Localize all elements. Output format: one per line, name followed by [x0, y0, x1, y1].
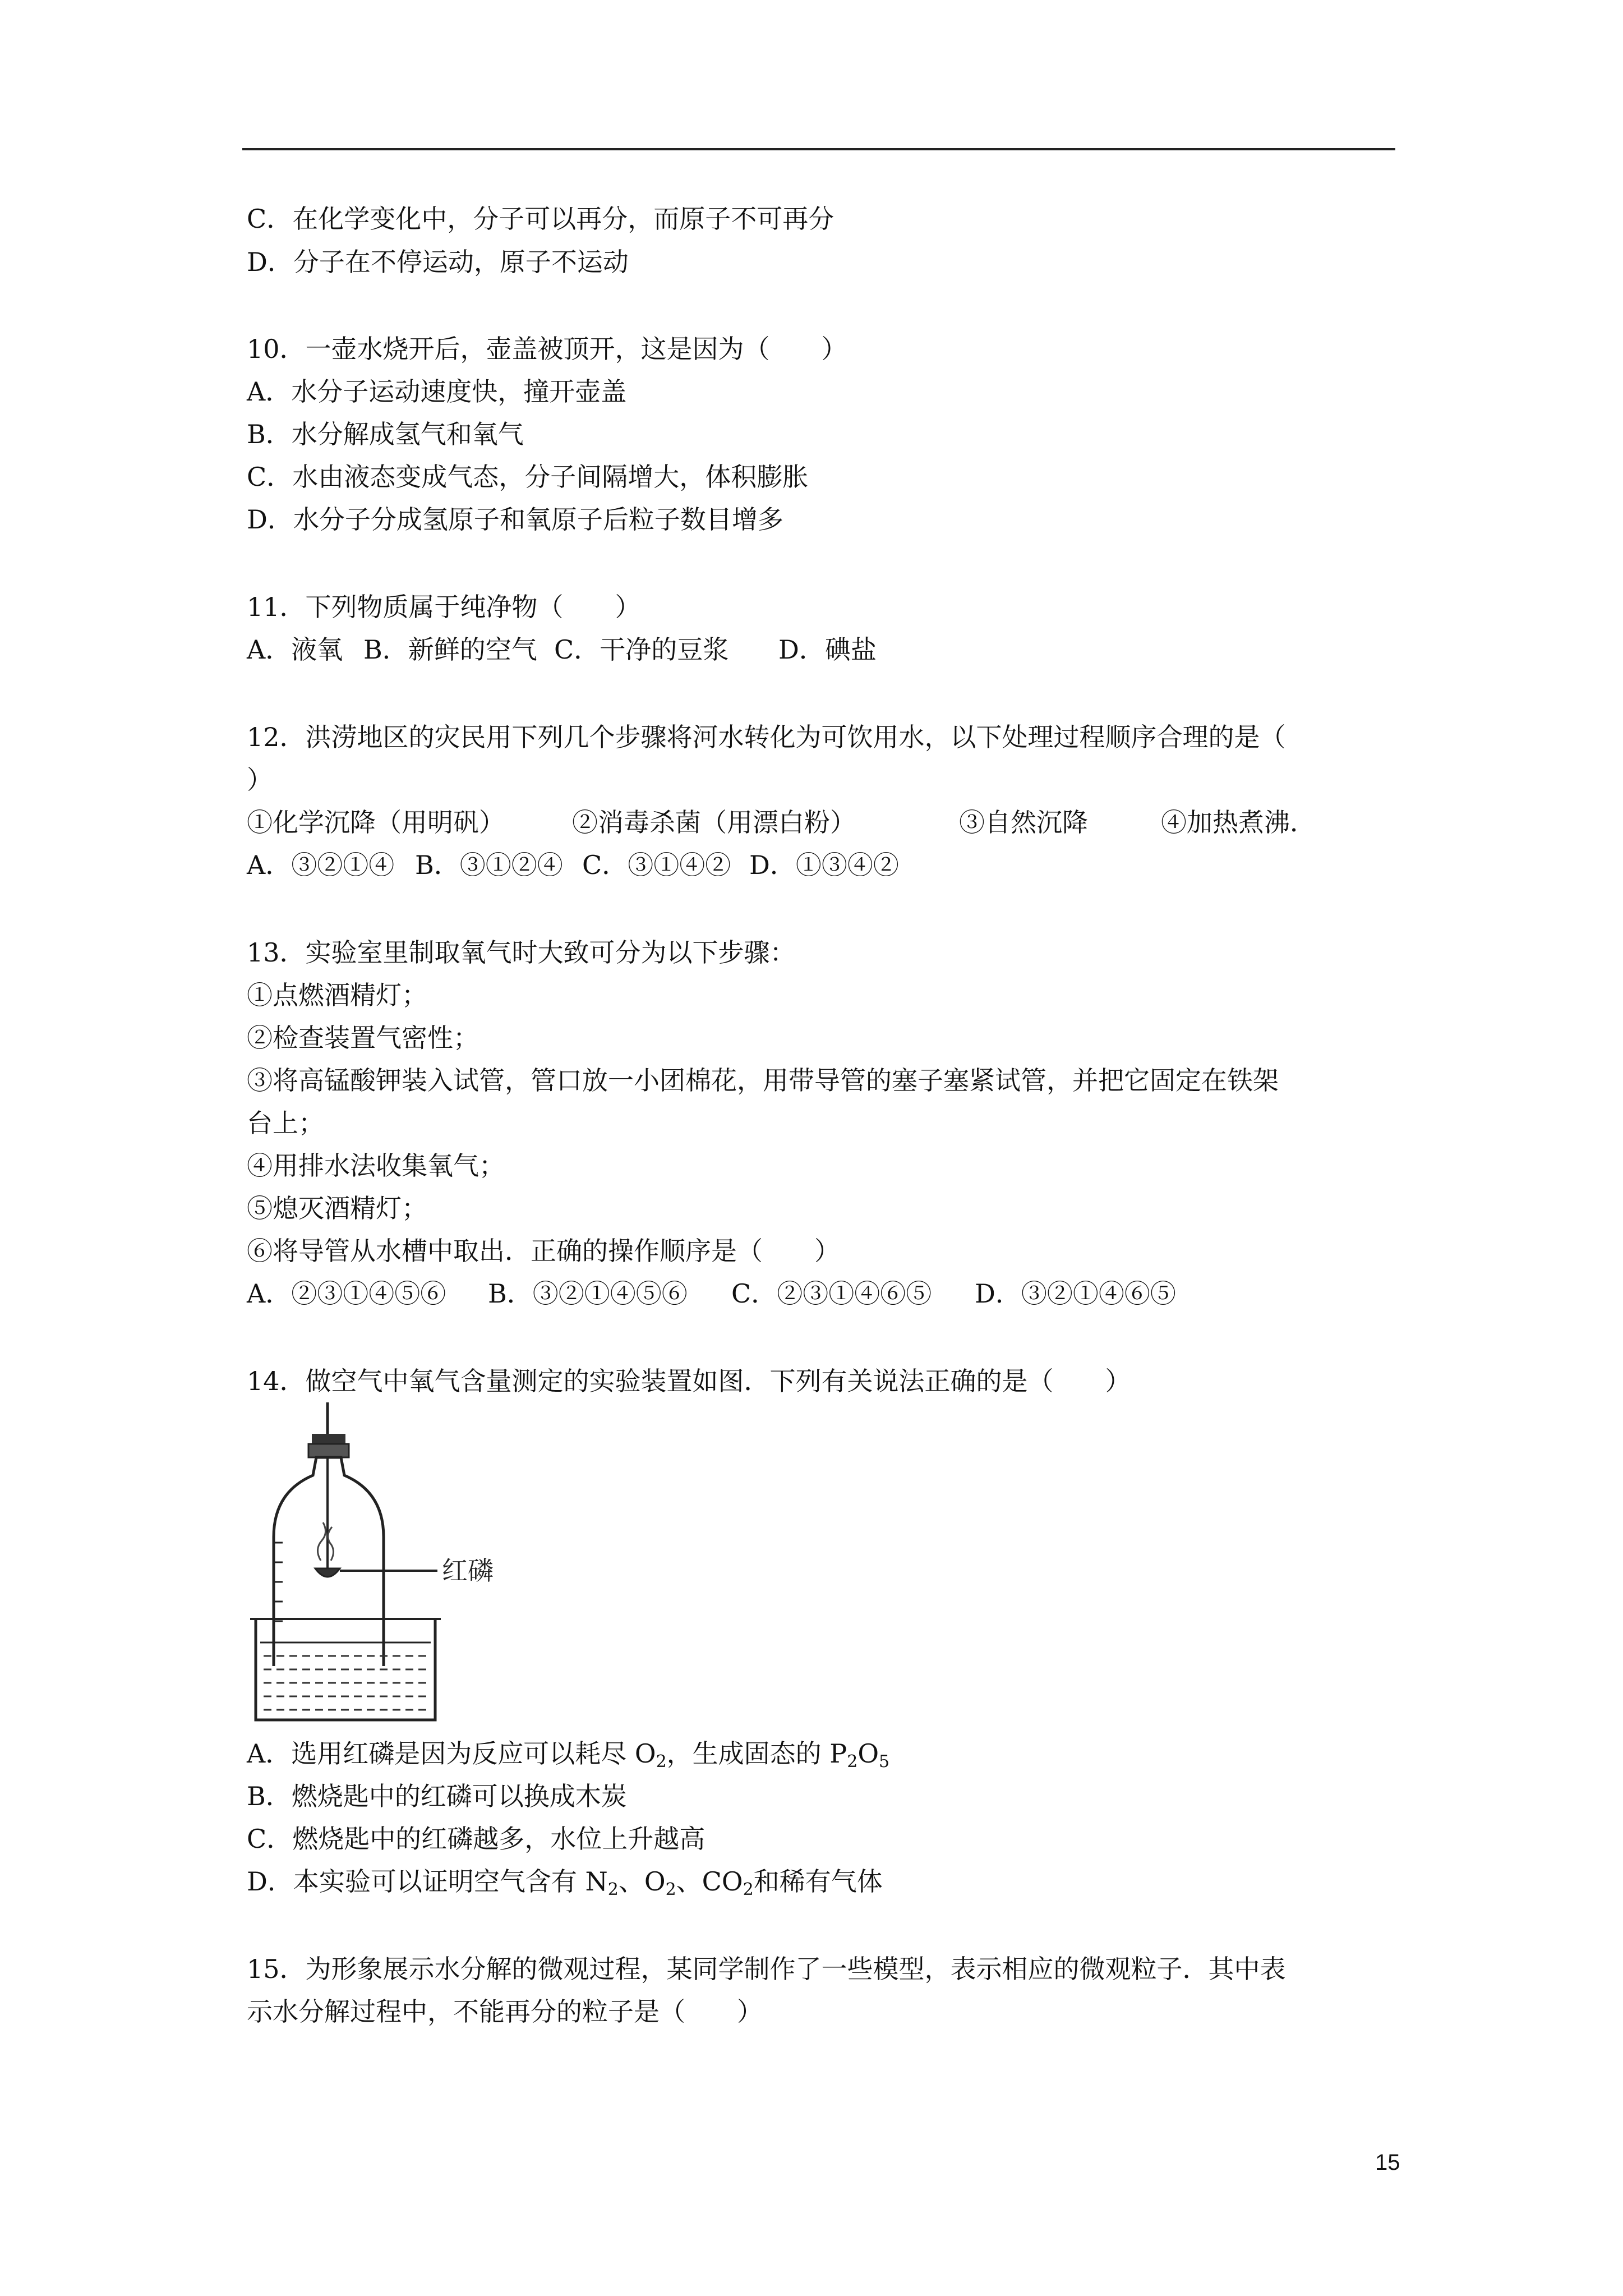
q12-option-c: C．③①④② [582, 850, 731, 880]
q12-option-d: D．①③④② [749, 850, 899, 880]
q13-stem: 13．实验室里制取氧气时大致可分为以下步骤： [247, 937, 796, 968]
q14-option-c: C．燃烧匙中的红磷越多，水位上升越高 [247, 1824, 706, 1854]
q11-stem: 11．下列物质属于纯净物（ ） [247, 592, 641, 622]
q12-steps [247, 806, 1316, 839]
rubber-stopper-top [312, 1434, 345, 1444]
q12-stem-line2: ） [247, 765, 273, 795]
q13-step-6: ⑥将导管从水槽中取出．正确的操作顺序是（ ） [247, 1236, 840, 1266]
q9-option-d: D．分子在不停运动，原子不运动 [247, 247, 629, 277]
q12-step-3: ③自然沉降 [959, 807, 1088, 838]
q13-options [247, 1277, 1176, 1310]
q10-option-d: D．水分子分成氢原子和氧原子后粒子数目增多 [247, 504, 783, 535]
q14-stem: 14．做空气中氧气含量测定的实验装置如图．下列有关说法正确的是（ ） [247, 1366, 1131, 1396]
q12-step-4: ④加热煮沸． [1161, 807, 1316, 838]
q13-step-3-line2: 台上； [247, 1108, 324, 1138]
water-body [264, 1656, 430, 1710]
q10-option-a: A．水分子运动速度快，撞开壶盖 [247, 376, 627, 407]
q13-option-d: D．③②①④⑥⑤ [975, 1278, 1176, 1309]
q13-step-1: ①点燃酒精灯； [247, 980, 427, 1010]
q14-option-b: B．燃烧匙中的红磷可以换成木炭 [247, 1781, 627, 1811]
q10-stem: 10．一壶水烧开后，壶盖被顶开，这是因为（ ） [247, 334, 847, 364]
q14-option-a: A．选用红磷是因为反应可以耗尽 $O_2$，生成固态的 $P_2O_5$ [247, 1738, 890, 1772]
header-rule [242, 148, 1395, 150]
q12-option-a: A．③②①④ [247, 850, 395, 880]
q10-option-b: B．水分解成氢气和氧气 [247, 419, 524, 449]
q12-options [247, 848, 899, 882]
q11-options [247, 633, 877, 666]
q13-step-3-line1: ③将高锰酸钾装入试管，管口放一小团棉花，用带导管的塞子塞紧试管，并把它固定在铁架 [247, 1065, 1279, 1096]
q9-option-c: C．在化学变化中，分子可以再分，而原子不可再分 [247, 204, 834, 234]
q11-option-a: A．液氧 [247, 634, 343, 665]
q12-stem-line1: 12．洪涝地区的灾民用下列几个步骤将河水转化为可饮用水，以下处理过程顺序合理的是（ [247, 722, 1286, 752]
oxygen-content-apparatus-figure [247, 1402, 538, 1728]
combustion-spoon-bowl [315, 1568, 340, 1577]
q12-step-2: ②消毒杀菌（用漂白粉） [572, 807, 856, 838]
q12-step-1: ①化学沉降（用明矾） [247, 807, 505, 838]
red-phosphorus-label: 红磷 [442, 1556, 494, 1586]
flame-icon [317, 1522, 325, 1561]
q13-step-4: ④用排水法收集氧气； [247, 1151, 505, 1181]
q13-option-a: A．②③①④⑤⑥ [247, 1278, 446, 1309]
q11-option-b: B．新鲜的空气 [363, 634, 537, 665]
q10-option-c: C．水由液态变成气态，分子间隔增大，体积膨胀 [247, 462, 809, 492]
q13-step-5: ⑤熄灭酒精灯； [247, 1193, 427, 1223]
q13-step-2: ②检查装置气密性； [247, 1023, 479, 1053]
page-number: 15 [1375, 2150, 1400, 2175]
q11-option-c: C．干净的豆浆 [554, 634, 729, 665]
q13-option-b: B．③②①④⑤⑥ [488, 1278, 688, 1309]
q14-option-d: D．本实验可以证明空气含有 $N_2$、$O_2$、$CO_2$和稀有气体 [247, 1866, 883, 1899]
q15-stem-line2: 示水分解过程中，不能再分的粒子是（ ） [247, 1996, 763, 2027]
q12-option-b: B．③①②④ [415, 850, 563, 880]
q11-option-d: D．碘盐 [778, 634, 877, 665]
rubber-stopper [308, 1444, 349, 1457]
q15-stem-line1: 15．为形象展示水分解的微观过程，某同学制作了一些模型，表示相应的微观粒子．其中表 [247, 1954, 1286, 1984]
q13-option-c: C．②③①④⑥⑤ [731, 1278, 932, 1309]
